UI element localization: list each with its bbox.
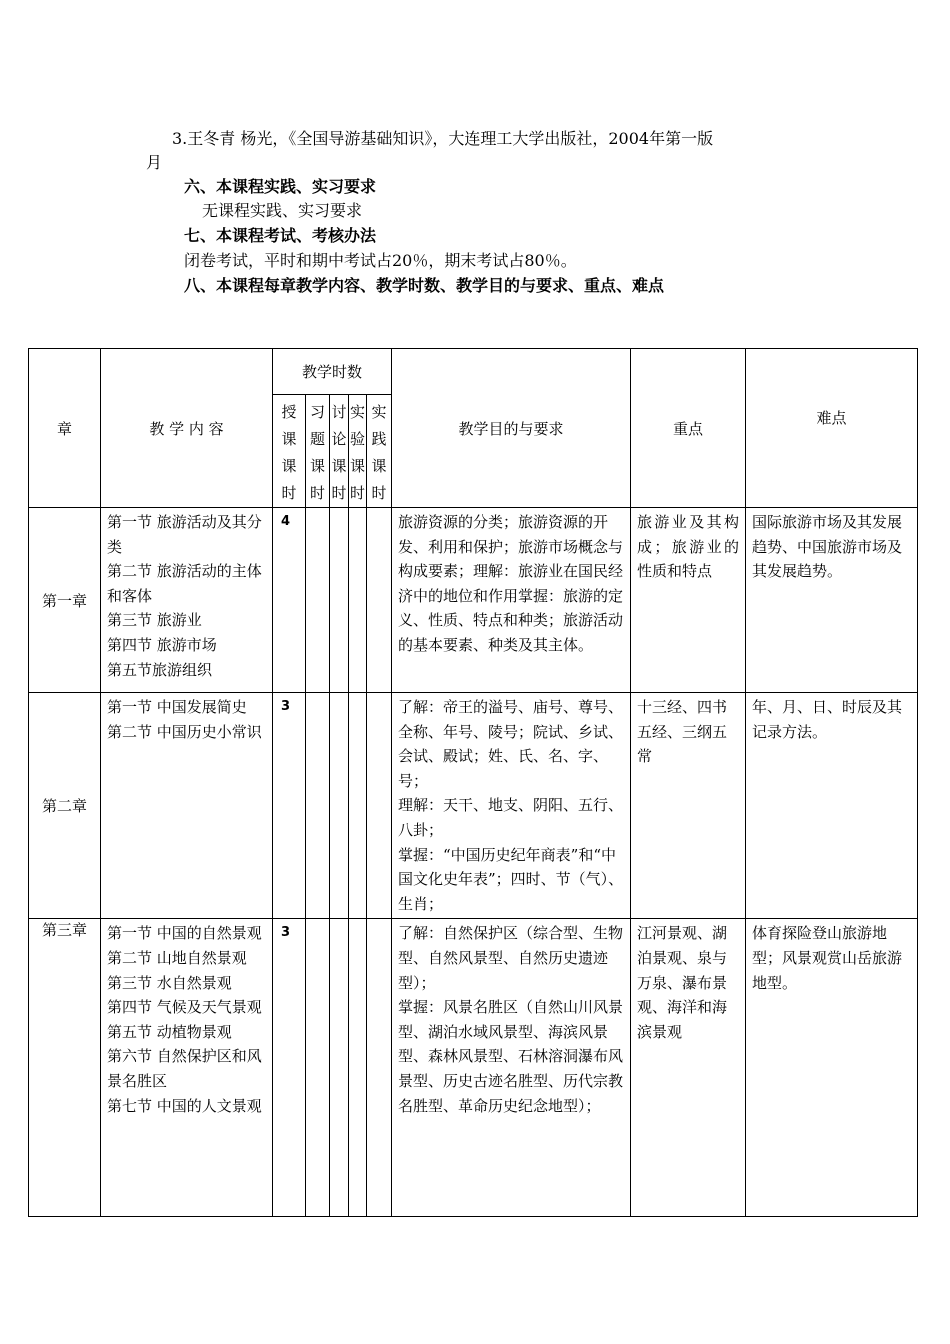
lab-hours-cell bbox=[349, 693, 367, 919]
exercise-hours-cell bbox=[306, 508, 330, 693]
section-6-title: 六、本课程实践、实习要求 bbox=[184, 177, 377, 196]
lab-hours-cell bbox=[349, 508, 367, 693]
header-lecture-hours: 授课课时 bbox=[273, 395, 306, 508]
header-difficulties: 难点 bbox=[746, 349, 918, 508]
section-7-title: 七、本课程考试、考核办法 bbox=[184, 226, 377, 245]
content-cell: 第一节 中国的自然景观 第二节 山地自然景观 第三节 水自然景观 第四节 气候及天气景观 第五节 动植物景观 第六节 自然保护区和风景名胜区 第七节 中国的人文景观 bbox=[101, 919, 273, 1217]
header-practice-hours: 实践课时 bbox=[367, 395, 392, 508]
header-discussion-hours: 讨论课时 bbox=[330, 395, 349, 508]
reference-3-continuation: 月 bbox=[146, 153, 163, 172]
table-row bbox=[29, 508, 918, 693]
header-hours-group: 教学时数 bbox=[273, 349, 392, 395]
section-8-title: 八、本课程每章教学内容、教学时数、教学目的与要求、重点、难点 bbox=[184, 276, 665, 295]
table-row bbox=[29, 693, 918, 919]
difficulties-cell: 国际旅游市场及其发展趋势、中国旅游市场及其发展趋势。 bbox=[746, 508, 918, 693]
reference-3: 3.王冬青 杨光，《全国导游基础知识》，大连理工大学出版社，2004年第一版 bbox=[172, 129, 714, 148]
exercise-hours-cell bbox=[306, 919, 330, 1217]
difficulties-cell: 年、月、日、时辰及其记录方法。 bbox=[746, 693, 918, 919]
header-key-points: 重点 bbox=[631, 349, 746, 508]
chapter-cell: 第三章 bbox=[29, 919, 101, 1217]
table-row bbox=[29, 919, 918, 1217]
header-lab-hours: 实验课时 bbox=[349, 395, 367, 508]
header-exercise-hours: 习题课时 bbox=[306, 395, 330, 508]
discussion-hours-cell bbox=[330, 693, 349, 919]
exercise-hours-cell bbox=[306, 693, 330, 919]
lecture-hours-cell: 3 bbox=[273, 919, 306, 1217]
lecture-hours-cell: 3 bbox=[273, 693, 306, 919]
header-chapter: 章 bbox=[29, 349, 101, 508]
chapter-cell: 第一章 bbox=[29, 508, 101, 693]
practice-hours-cell bbox=[367, 919, 392, 1217]
header-content: 教 学 内 容 bbox=[101, 349, 273, 508]
lab-hours-cell bbox=[349, 919, 367, 1217]
section-6-body: 无课程实践、实习要求 bbox=[202, 201, 363, 220]
lecture-hours-cell: 4 bbox=[273, 508, 306, 693]
discussion-hours-cell bbox=[330, 508, 349, 693]
key-points-cell: 旅游业及其构成；旅游业的性质和特点 bbox=[631, 508, 746, 693]
goals-cell: 旅游资源的分类；旅游资源的开发、利用和保护；旅游市场概念与构成要素；理解：旅游业在国民经济中的地位和作用掌握：旅游的定义、性质、特点和种类；旅游活动的基本要素、种类及其主体。 bbox=[392, 508, 631, 693]
key-points-cell: 十三经、四书五经、三纲五常 bbox=[631, 693, 746, 919]
goals-cell: 了解：帝王的溢号、庙号、尊号、全称、年号、陵号；院试、乡试、会试、殿试；姓、氏、名、字、号； 理解：天干、地支、阴阳、五行、八卦； 掌握：“中国历史纪年商表”和“中国文化史年表”；四时、节（气）、生肖； bbox=[392, 693, 631, 919]
syllabus-table bbox=[28, 348, 918, 1217]
content-cell: 第一节 旅游活动及其分类 第二节 旅游活动的主体和客体 第三节 旅游业 第四节 旅游市场 第五节旅游组织 bbox=[101, 508, 273, 693]
discussion-hours-cell bbox=[330, 919, 349, 1217]
section-7-body: 闭卷考试，平时和期中考试占20％，期末考试占80％。 bbox=[184, 251, 577, 270]
practice-hours-cell bbox=[367, 508, 392, 693]
practice-hours-cell bbox=[367, 693, 392, 919]
key-points-cell: 江河景观、湖泊景观、泉与万泉、瀑布景观、海洋和海滨景观 bbox=[631, 919, 746, 1217]
goals-cell: 了解：自然保护区（综合型、生物型、自然风景型、自然历史遗迹型）； 掌握：风景名胜区（自然山川风景型、湖泊水域风景型、海滨风景型、森林风景型、石林溶洞瀑布风景型、历史古迹名胜型、历代宗教名胜型、革命历史纪念地型）； bbox=[392, 919, 631, 1217]
difficulties-cell: 体育探险登山旅游地型；风景观赏山岳旅游地型。 bbox=[746, 919, 918, 1217]
header-goals: 教学目的与要求 bbox=[392, 349, 631, 508]
content-cell: 第一节 中国发展简史 第二节 中国历史小常识 bbox=[101, 693, 273, 919]
chapter-cell: 第二章 bbox=[29, 693, 101, 919]
